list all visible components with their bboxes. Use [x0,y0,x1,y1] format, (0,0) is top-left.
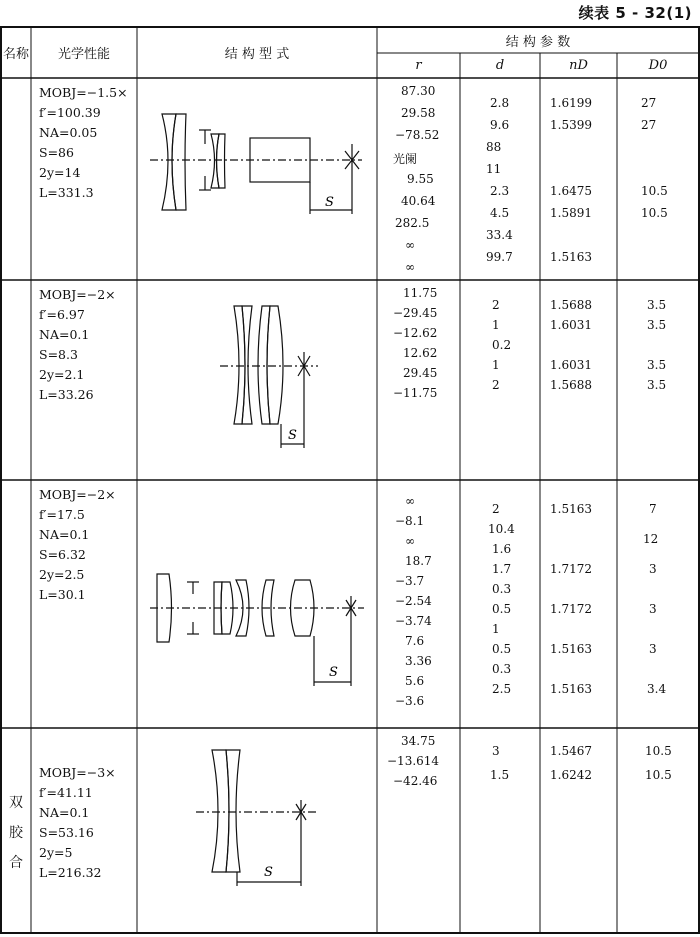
header-structure-form: 结 构 型 式 [224,47,290,62]
d-value: 88 [486,140,502,154]
D0-value: 3.5 [647,358,667,372]
D0-value: 3.5 [647,318,667,332]
r-value: 3.36 [405,654,432,668]
prop-magnification: MOBJ=−1.5× [39,85,128,100]
r-value: −2.54 [395,594,432,608]
D0-value: 10.5 [645,744,672,758]
r-value: ∞ [405,260,415,274]
r-value: −12.62 [393,326,438,340]
row2-s-label: S [288,428,297,443]
d-value: 2 [492,378,500,392]
D0-value: 27 [641,118,657,132]
D0-value: 3 [649,642,657,656]
d-value: 0.5 [492,602,512,616]
header-nD: nD [569,58,588,73]
D0-value: 10.5 [641,184,668,198]
nD-value: 1.5399 [550,118,592,132]
prop-na: NA=0.05 [39,125,98,140]
r-value: 87.30 [401,84,436,98]
nD-value: 1.5891 [550,206,592,220]
r-value: −11.75 [393,386,438,400]
row3-s-label: S [329,665,338,680]
d-value: 0.3 [492,582,512,596]
row4-s-label: S [264,865,273,880]
d-value: 1 [492,358,500,372]
row4-lens-diagram [0,26,700,934]
d-value: 0.2 [492,338,512,352]
D0-value: 10.5 [645,768,672,782]
optics-table [0,26,700,934]
prop-magnification: MOBJ=−3× [39,765,116,780]
d-value: 2.8 [490,96,510,110]
r-value: −42.46 [393,774,438,788]
d-value: 1 [492,622,500,636]
header-D0: D0 [648,58,668,73]
prop-l: L=30.1 [39,587,86,602]
r-value: 光阑 [393,152,418,166]
prop-2y: 2y=5 [39,845,73,860]
prop-focal: f′=41.11 [39,785,93,800]
d-value: 10.4 [488,522,515,536]
prop-na: NA=0.1 [39,527,90,542]
r-value: ∞ [405,534,415,548]
nD-value: 1.5163 [550,682,592,696]
prop-focal: f′=6.97 [39,307,85,322]
nD-value: 1.7172 [550,562,592,576]
d-value: 9.6 [490,118,510,132]
r-value: −3.7 [395,574,425,588]
r-value: ∞ [405,494,415,508]
d-value: 0.3 [492,662,512,676]
prop-l: L=216.32 [39,865,102,880]
nD-value: 1.5163 [550,642,592,656]
D0-value: 3.4 [647,682,667,696]
nD-value: 1.7172 [550,602,592,616]
nD-value: 1.5163 [550,502,592,516]
r-value: 34.75 [401,734,436,748]
prop-magnification: MOBJ=−2× [39,487,116,502]
row1-s-label: S [325,195,334,210]
r-value: −78.52 [395,128,440,142]
header-d: d [495,58,505,73]
r-value: 18.7 [405,554,432,568]
d-value: 3 [492,744,500,758]
prop-l: L=33.26 [39,387,94,402]
r-value: 29.45 [403,366,438,380]
prop-s: S=6.32 [39,547,86,562]
r-value: −3.74 [395,614,432,628]
prop-l: L=331.3 [39,185,94,200]
header-name: 名称 [2,47,29,62]
D0-value: 3.5 [647,298,667,312]
prop-s: S=86 [39,145,74,160]
nD-value: 1.5688 [550,298,592,312]
r-value: 9.55 [407,172,434,186]
r-value: 7.6 [405,634,425,648]
nD-value: 1.5688 [550,378,592,392]
d-value: 4.5 [490,206,510,220]
D0-value: 3.5 [647,378,667,392]
header-params: 结 构 参 数 [505,34,571,50]
d-value: 2 [492,502,500,516]
D0-value: 3 [649,562,657,576]
d-value: 0.5 [492,642,512,656]
r-value: −8.1 [395,514,425,528]
prop-na: NA=0.1 [39,327,90,342]
D0-value: 3 [649,602,657,616]
r-value: 12.62 [403,346,438,360]
r-value: 40.64 [401,194,436,208]
d-value: 33.4 [486,228,513,242]
d-value: 2 [492,298,500,312]
nD-value: 1.6199 [550,96,592,110]
prop-s: S=8.3 [39,347,78,362]
nD-value: 1.6242 [550,768,592,782]
r-value: ∞ [405,238,415,252]
prop-2y: 2y=2.5 [39,567,85,582]
d-value: 1.6 [492,542,512,556]
d-value: 2.3 [490,184,510,198]
d-value: 11 [486,162,502,176]
row4-name-text: 双胶合 [9,795,23,871]
r-value: −13.614 [387,754,440,768]
r-value: 29.58 [401,106,436,120]
nD-value: 1.6031 [550,358,592,372]
D0-value: 27 [641,96,657,110]
d-value: 99.7 [486,250,513,264]
nD-value: 1.6475 [550,184,592,198]
r-value: −3.6 [395,694,425,708]
nD-value: 1.5163 [550,250,592,264]
nD-value: 1.6031 [550,318,592,332]
prop-focal: f′=17.5 [39,507,85,522]
header-r: r [415,58,422,73]
r-value: 5.6 [405,674,425,688]
r-value: −29.45 [393,306,438,320]
r-value: 11.75 [403,286,438,300]
prop-focal: f′=100.39 [39,105,101,120]
header-optical: 光学性能 [57,47,110,62]
prop-magnification: MOBJ=−2× [39,287,116,302]
prop-s: S=53.16 [39,825,94,840]
prop-2y: 2y=14 [39,165,81,180]
d-value: 2.5 [492,682,512,696]
prop-na: NA=0.1 [39,805,90,820]
d-value: 1.5 [490,768,510,782]
r-value: 282.5 [395,216,430,230]
d-value: 1 [492,318,500,332]
D0-value: 10.5 [641,206,668,220]
D0-value: 7 [649,502,657,516]
D0-value: 12 [643,532,659,546]
table-caption: 续表 5 - 32(1) [578,4,692,22]
nD-value: 1.5467 [550,744,592,758]
d-value: 1.7 [492,562,512,576]
prop-2y: 2y=2.1 [39,367,85,382]
